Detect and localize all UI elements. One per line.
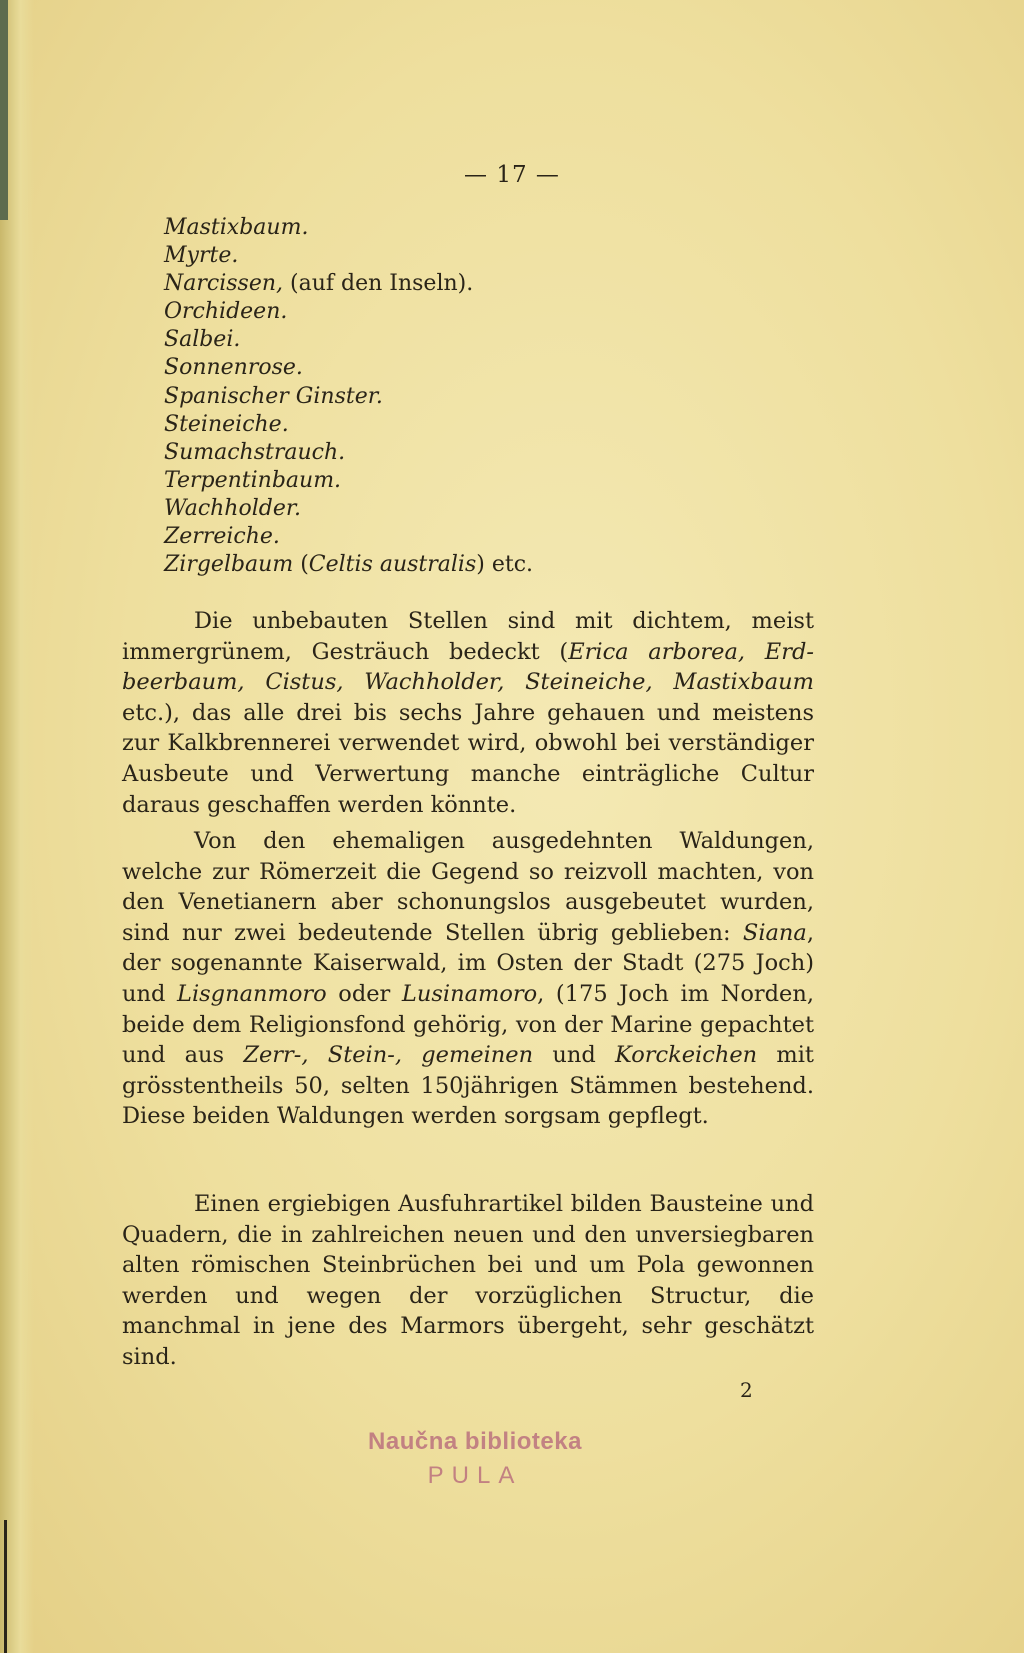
paragraph-quarries: Einen ergiebigen Ausfuhrartikel bilden Bausteine und Quadern, die in zahlreichen neuen und den unversiegbaren alten römischen Steinbrüchen bei und um Pola gewonnen werden und wegen der vorzüglichen Structur, die manchmal in jene des Marmors übergeht, sehr geschätzt sind.: [122, 1191, 814, 1370]
page-number: — 17 —: [464, 162, 560, 188]
library-stamp: [330, 1428, 620, 1490]
list-item: Terpentinbaum.: [164, 467, 342, 493]
list-item: Myrte.: [164, 243, 239, 269]
list-item: Zerreiche.: [164, 524, 280, 550]
list-item: Orchideen.: [164, 299, 288, 325]
list-item: Steineiche.: [164, 411, 289, 437]
list-item: Salbei.: [164, 327, 241, 353]
plant-list: [164, 214, 864, 579]
paragraph-shrubland: Die unbebauten Stellen sind mit dichtem, meist immergrünem, Gesträuch bedeckt (Erica arborea, Erdbeerbaum, Cistus, Wachholder, Steineiche, Mastixbaum etc.), das alle drei bis sechs Jahre gehauen und meistens zur Kalkbrennerei verwendet wird, obwohl bei verständiger Ausbeute und Verwertung manche einträgliche Cultur daraus geschaffen werden könnte.: [122, 608, 814, 818]
list-item-last: Zirgelbaum (Celtis australis) etc.: [164, 552, 534, 578]
list-item: Narcissen, (auf den Inseln).: [164, 271, 474, 297]
list-item: Wachholder.: [164, 495, 301, 521]
list-item: Sonnenrose.: [164, 355, 303, 381]
signature-mark: 2: [740, 1378, 753, 1402]
paragraph-forests: Von den ehemaligen ausgedehnten Waldungen, welche zur Römerzeit die Gegend so reizvoll machten, von den Venetianern aber schonungslos ausgebeutet wurden, sind nur zwei bedeutende Stellen übrig geblieben: Siana, der sogenannte Kaiserwald, im Osten der Stadt (275 Joch) und Lisgnanmoro oder Lusinamoro, (175 Joch im Norden, beide dem Religionsfond gehörig, von der Marine gepachtet und aus Zerr-, Stein-, gemeinen und Korckeichen mit grösstentheils 50, selten 150jährigen Stämmen bestehend. Diese beiden Waldungen werden sorgsam gepflegt.: [122, 828, 815, 1130]
stamp-line-1: Naučna biblioteka: [368, 1428, 582, 1455]
list-item: Spanischer Ginster.: [164, 383, 383, 409]
binding-edge: [0, 0, 34, 1653]
stamp-line-2: PULA: [427, 1462, 523, 1489]
list-item: Mastixbaum.: [164, 215, 309, 240]
list-item: Sumachstrauch.: [164, 439, 346, 465]
